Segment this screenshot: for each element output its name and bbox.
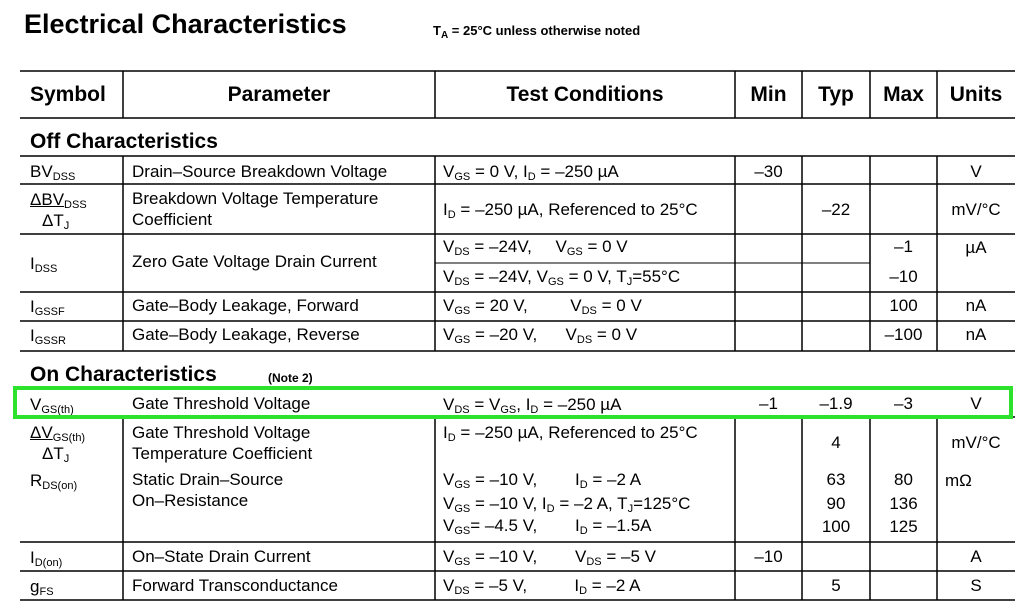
test-igssr: $V_{GS} = -20$ V, $V_{DS} = 0$ V [443,325,638,346]
units-gfs: S [970,576,982,595]
symbol-igssr: $I_{GSSR}$ [30,326,66,347]
header-min: Min [750,83,787,106]
test-vgsth: $V_{DS} = V_{GS}$, $I_D = -250$ µA [443,395,622,416]
param-vgsth: Gate Threshold Voltage [132,394,311,413]
typ-dvgsth: 4 [831,433,841,452]
symbol-dbvdss: $\Delta BV_{DSS}$ [30,190,87,211]
units-igssr: nA [965,325,987,344]
test-dvgsth: $I_D = -250$ µA, Referenced to 25°C [443,423,698,444]
highlight-box [13,386,1013,419]
test-idss-1: $V_{DS} = -24V$, $V_{GS} = 0$ V [443,237,628,258]
max-idss-2: –10 [889,267,918,286]
temperature-note: $T_A = 25^\circ C$ unless otherwise noted [433,23,641,41]
units-igssf: nA [965,296,987,315]
param-dvgsth-line2: Temperature Coefficient [132,444,313,463]
test-idon: $V_{GS} = -10$ V, $V_{DS} = -5$ V [443,547,656,568]
symbol-idon: $I_{D(on)}$ [30,548,63,569]
units-idss: µA [965,238,987,257]
header-units: Units [949,83,1003,106]
section-on-characteristics: On Characteristics [30,363,217,386]
symbol-igssf: $I_{GSSF}$ [30,297,65,318]
header-parameter: Parameter [227,83,331,106]
typ-rdson-3: 100 [821,517,851,536]
test-rdson-1: $V_{GS} = -10$ V, $I_D = -2$ A [443,470,642,491]
typ-dbvdss: –22 [821,200,851,219]
param-rdson-line2: On–Resistance [132,491,249,510]
symbol-rdson: $R_{DS(on)}$ [30,471,78,492]
test-rdson-3: $V_{GS}= -4.5$ V, $I_D = -1.5A$ [443,516,652,537]
symbol-gfs: $g_{FS}$ [30,577,54,598]
header-symbol: Symbol [30,83,106,106]
typ-rdson-2: 90 [826,494,846,513]
units-dbvdss: mV/°C [951,200,1001,219]
min-idon: –10 [754,547,783,566]
units-dvgsth: mV/°C [951,433,1001,452]
test-idss-2: $V_{DS} = -24V$, $V_{GS} = 0$ V, $T_J=55^\circ C$ [443,267,681,288]
section-on-note: (Note 2) [268,371,313,385]
units-rdson: mΩ [945,471,972,490]
param-bvdss: Drain–Source Breakdown Voltage [132,162,388,181]
units-bvdss: V [970,162,982,181]
symbol-dtj: $\Delta T_J$ [42,211,70,232]
typ-vgsth: –1.9 [819,394,853,413]
max-rdson-3: 125 [889,517,918,536]
typ-rdson-1: 63 [826,470,846,489]
max-vgsth: –3 [894,394,913,413]
symbol-dvgsth: $\Delta V_{GS(th)}$ [30,423,86,444]
param-gfs: Forward Transconductance [132,576,338,595]
typ-gfs: 5 [831,576,841,595]
test-dbvdss: $I_D = -250$ µA, Referenced to 25°C [443,200,698,221]
page-title: Electrical Characteristics [24,9,347,39]
symbol-idss: $I_{DSS}$ [30,254,58,275]
param-igssf: Gate–Body Leakage, Forward [132,296,359,315]
param-dbvdss-line2: Coefficient [132,210,213,229]
units-idon: A [970,547,982,566]
param-dbvdss-line1: Breakdown Voltage Temperature [132,189,379,208]
param-idss: Zero Gate Voltage Drain Current [132,252,377,271]
header-typ: Typ [818,83,854,106]
max-igssf: 100 [889,296,918,315]
section-off-characteristics: Off Characteristics [30,130,218,153]
symbol-bvdss: $BV_{DSS}$ [30,162,76,183]
param-idon: On–State Drain Current [132,547,311,566]
max-rdson-1: 80 [894,470,913,489]
header-test-conditions: Test Conditions [506,83,664,106]
symbol-vgsth: $V_{GS(th)}$ [30,395,74,416]
param-igssr: Gate–Body Leakage, Reverse [132,325,360,344]
max-idss-1: –1 [894,237,913,256]
symbol-dtj-2: $\Delta T_J$ [42,444,70,465]
characteristics-table [20,70,1015,605]
param-dvgsth-line1: Gate Threshold Voltage [132,423,311,442]
min-bvdss: –30 [754,162,783,181]
test-gfs: $V_{DS} = -5$ V, $I_D = -2$ A [443,576,641,597]
max-rdson-2: 136 [889,494,918,513]
test-igssf: $V_{GS} = 20$ V, $V_{DS} = 0$ V [443,296,642,317]
test-bvdss: $V_{GS} = 0$ V, $I_D = -250$ µA [443,162,619,183]
test-rdson-2: $V_{GS} = -10$ V, $I_D = -2$ A, $T_J=125^\circ C$ [443,494,691,515]
min-vgsth: –1 [759,394,778,413]
param-rdson-line1: Static Drain–Source [132,470,284,489]
header-max: Max [883,83,924,106]
max-igssr: –100 [884,325,923,344]
units-vgsth: V [970,394,982,413]
